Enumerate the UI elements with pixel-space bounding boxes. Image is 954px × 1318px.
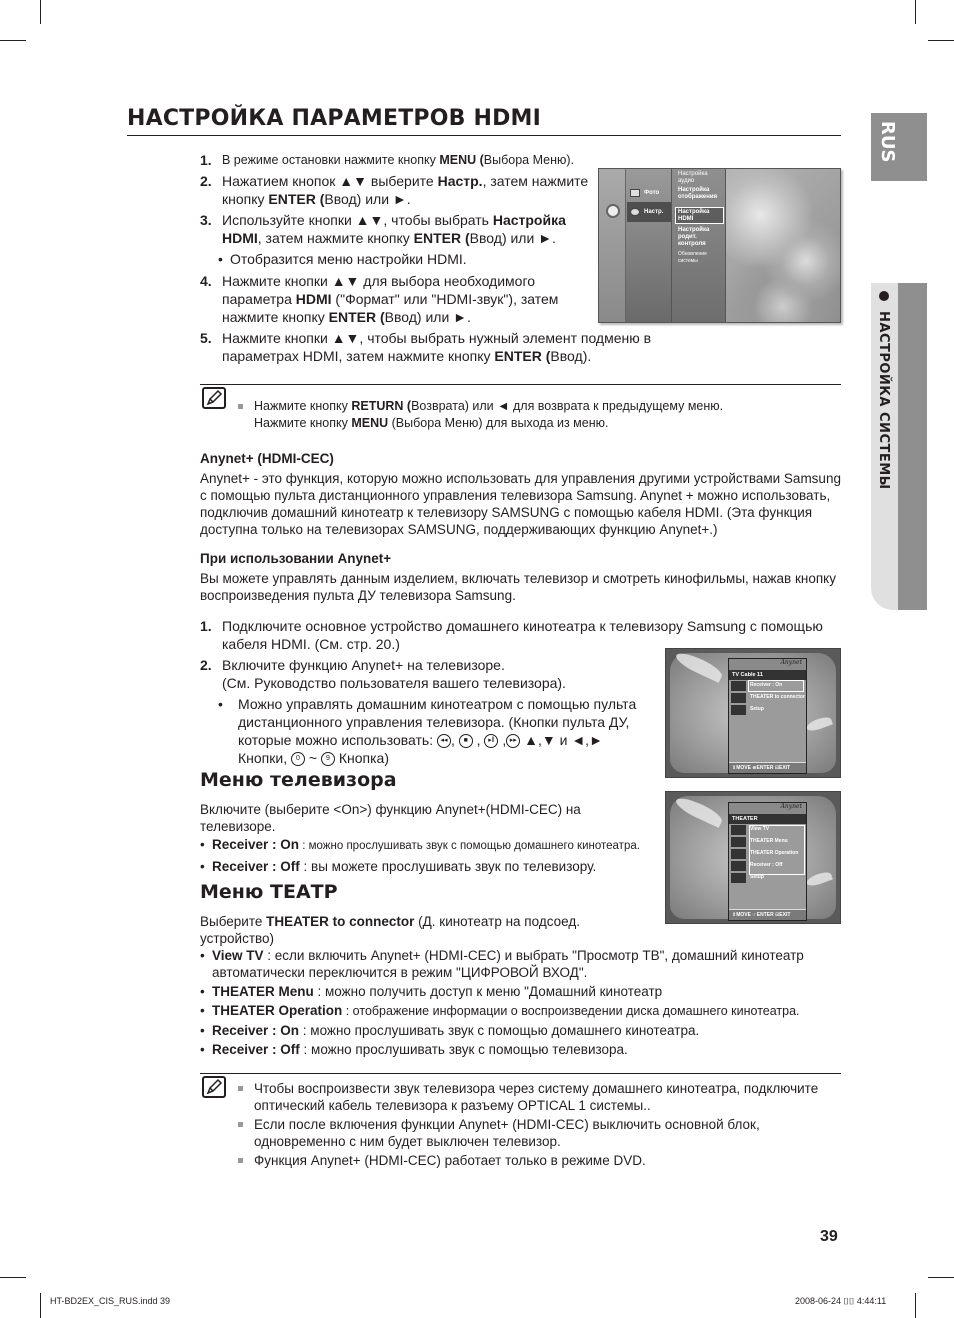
submenu-item: Настройка аудио [678, 171, 708, 184]
language-tab-label: RUS [877, 121, 898, 163]
tv-menu-list [200, 836, 660, 875]
selection-box [748, 680, 804, 692]
step-number: 2. [200, 657, 212, 673]
panel-footer: ⇕MOVE ⊛ENTER ⊡EXIT [729, 762, 806, 773]
panel-header: THEATER [729, 814, 806, 824]
list-item [200, 1041, 841, 1058]
tv-anynet-menu-screenshot [665, 648, 841, 778]
row-label: Setup [750, 706, 764, 712]
list-item [200, 1022, 841, 1039]
step-5 [200, 329, 660, 365]
note-item: Чтобы воспроизвести звук телевизора через систему домашнего кинотеатра, подключите оптический кабель телевизора к разъему OPTICAL 1 системы.. [236, 1080, 841, 1114]
step-text [222, 329, 660, 365]
key-label: ENTER ( [494, 348, 551, 364]
step-1 [200, 151, 595, 169]
crop-mark [40, 1293, 41, 1318]
gear-icon [731, 705, 746, 715]
list-item [200, 858, 660, 875]
row-label: Receiver : On [750, 682, 783, 688]
menu-row [729, 836, 806, 848]
anynet-panel [728, 658, 807, 774]
receiver-icon [731, 681, 746, 691]
text: Возврата) или ◄ для возврата к предыдущему меню. [411, 399, 724, 413]
key-label: ENTER ( [413, 230, 470, 246]
theater-icon [731, 837, 746, 847]
photo-icon [630, 189, 640, 197]
item-desc: : вы можете прослушивать звук по телевизору. [299, 859, 597, 874]
anynet-usage-text: Вы можете управлять данным изделием, включать телевизор и смотреть кинофильмы, нажав кнопку воспроизведения пульта ДУ телевизора Samsung. [200, 571, 836, 603]
menu-row [729, 860, 806, 872]
item-desc: : можно прослушивать звук с помощью телевизора. [299, 1042, 628, 1057]
tv-icon [731, 825, 746, 835]
text: Нажмите кнопку [254, 416, 352, 430]
disc-icon [606, 204, 620, 218]
menu-row [729, 872, 806, 884]
row-label: Setup [750, 874, 764, 880]
text: , затем нажмите кнопку [257, 230, 414, 246]
crop-mark [915, 1293, 916, 1318]
item-label: THEATER Menu [212, 984, 314, 999]
theater-menu-intro [200, 913, 620, 947]
anynet-usage-heading: При использовании Anynet+ [200, 551, 392, 566]
anynet-logo: Anynet [729, 803, 806, 814]
text: Выберите [200, 914, 267, 929]
text: Ввод) или ►. [384, 309, 471, 325]
step-3-sub: • Отобразится меню настройки HDMI. [200, 250, 595, 268]
item-label: Receiver : On [212, 1023, 300, 1038]
key-label: MENU [351, 416, 389, 430]
note-list [236, 1074, 841, 1169]
operation-icon [731, 849, 746, 859]
menu-column [599, 169, 626, 322]
step-text [222, 211, 595, 247]
text: (Выбора Меню) для выхода из меню. [388, 416, 609, 430]
setup-menu-screenshot [598, 168, 841, 323]
rewind-button-icon: ◂◂ [437, 734, 451, 748]
theater-icon [731, 693, 746, 703]
receiver-icon [731, 861, 746, 871]
row-label: Receiver : Off [750, 862, 783, 868]
item-label: View TV [212, 948, 264, 963]
gear-icon [731, 873, 746, 883]
panel-header: TV Cable 11 [729, 670, 806, 680]
theater-menu-list [200, 947, 841, 1058]
menu-item-setup: Настр. [644, 209, 664, 215]
text: Нажмите кнопки ▲▼ для выбора необходимого параметра [222, 273, 536, 307]
text: Можно управлять домашним кинотеатром с помощью пульта дистанционного управления телевизора. (Кнопки пульта ДУ, которые можно использовать: [238, 696, 637, 748]
step-2 [200, 172, 595, 208]
tv-theater-menu-screenshot [665, 791, 841, 924]
page-title: НАСТРОЙКА ПАРАМЕТРОВ HDMI [127, 106, 841, 136]
list-item [200, 983, 841, 1000]
stop-button-icon: ■ [459, 734, 473, 748]
play-pause-button-icon: ▸‖ [484, 734, 498, 748]
menu-row [729, 848, 806, 860]
note-block [200, 384, 841, 434]
gear-icon [630, 208, 640, 216]
note-block [200, 1073, 841, 1171]
section-tab [871, 283, 927, 610]
menu-row [729, 680, 806, 692]
text: ("Формат" или "HDMI-звук"), затем нажмите кнопку [222, 291, 559, 325]
fast-forward-button-icon: ▸▸ [506, 734, 520, 748]
key-label: ENTER ( [268, 191, 325, 207]
text: , затем нажмите кнопку [222, 173, 589, 207]
menu-item-photo: Фото [644, 190, 660, 196]
tv-menu-intro: Включите (выберите <On>) функцию Anynet+(HDMI-CEC) на телевизоре. [200, 802, 581, 834]
text: ~ [304, 750, 321, 766]
submenu-item: Настройка отображения [678, 187, 718, 200]
text: Кнопка) [334, 750, 389, 766]
crop-mark [928, 40, 954, 41]
panel-footer: ⇕MOVE ☞ENTER ⊡EXIT [729, 909, 806, 920]
step-text [222, 272, 595, 326]
row-label: THEATER to connector [750, 694, 805, 700]
key-9-icon: 9 [321, 752, 335, 766]
key-label: ENTER ( [328, 309, 385, 325]
anynet-heading: Anynet+ (HDMI-CEC) [200, 451, 334, 466]
step-number: 3. [200, 212, 212, 228]
text: Включите функцию Anynet+ на телевизоре. [222, 657, 505, 673]
note-list [236, 385, 841, 432]
submenu-item-selected: Настройка HDMI [678, 209, 710, 222]
step-number: 1. [200, 152, 212, 168]
item-desc: : можно получить доступ к меню "Домашний кинотеатр [313, 984, 663, 999]
anynet-step-2-sub: • Можно управлять домашним кинотеатром с помощью пульта дистанционного управления телевизора. (Кнопки пульта ДУ, которые можно использовать: ◂◂ , ■ , ▸‖ , ▸▸ ▲,▼ и ◄,► Кнопки, 0 ~ 9 Кнопка) [200, 695, 640, 767]
page-number: 39 [820, 1228, 838, 1245]
option-label: THEATER to connector [266, 914, 415, 929]
row-label: THEATER Menu [750, 838, 788, 844]
note-pencil-icon [202, 1076, 226, 1098]
item-label: Receiver : Off [212, 1042, 300, 1057]
section-tab-label: НАСТРОЙКА СИСТЕМЫ [876, 311, 891, 490]
anynet-panel [728, 802, 807, 921]
item-desc: : можно прослушивать звук с помощью домашнего кинотеатра. [299, 840, 640, 852]
text: ▲,▼ и ◄,► Кнопки, [238, 732, 603, 766]
step-text: Подключите основное устройство домашнего кинотеатра к телевизору Samsung с помощью кабеля HDMI. (См. стр. 20.) [222, 618, 823, 652]
step-3 [200, 211, 595, 247]
text: Используйте кнопки ▲▼, чтобы выбрать [222, 212, 493, 228]
section-tab-band [898, 283, 927, 610]
footer-file-name: HT-BD2EX_CIS_RUS.indd 39 [50, 1296, 171, 1306]
key-label: HDMI [295, 291, 332, 307]
crop-mark [0, 1277, 26, 1278]
key-label: Настр. [437, 173, 483, 189]
list-item [200, 1002, 841, 1020]
key-label: Настройка HDMI [222, 212, 566, 246]
item-desc: : если включить Anynet+ (HDMI-CEC) и выбрать "Просмотр ТВ", домашний кинотеатр автоматически переключится в режим "ЦИФРОВОЙ ВХОД". [212, 948, 804, 980]
submenu-item: Обновление системы [678, 251, 707, 264]
note-item [236, 398, 841, 432]
anynet-description: Anynet+ - это функция, которую можно использовать для управления другими устройствами Samsung с помощью пульта дистанционного управления телевизора Samsung. Anynet + можно использовать, подключив домашний кинотеатр к телевизору SAMSUNG с помощью кабеля HDMI. (Эта функция доступна только на телевизорах SAMSUNG, поддерживающих функцию Anynet+.) [200, 471, 841, 537]
step-number: 1. [200, 618, 212, 634]
tv-menu-heading: Меню телевизора [200, 769, 397, 791]
list-item [200, 836, 660, 855]
crop-mark [915, 0, 916, 24]
item-desc: : отображение информации о воспроизведении диска домашнего кинотеатра. [342, 1004, 800, 1018]
text: (Д. кинотеатр на подсоед. устройство) [200, 914, 580, 946]
anynet-step-2 [200, 656, 640, 692]
menu-row [729, 704, 806, 716]
text: Ввод) или ►. [324, 191, 411, 207]
menu-row [729, 692, 806, 704]
anynet-logo: Anynet [729, 659, 806, 670]
text: Ввод). [550, 348, 592, 364]
bokeh-background [726, 169, 840, 322]
item-label: Receiver : On [212, 837, 300, 852]
text: Выбора Меню). [483, 153, 575, 167]
text: Ввод) или ►. [469, 230, 556, 246]
text: Нажмите кнопки ▲▼, чтобы выбрать нужный элемент подменю в параметрах HDMI, затем нажмите кнопку [222, 330, 652, 364]
text: Нажатием кнопок ▲▼ выберите [222, 173, 438, 189]
item-label: Receiver : Off [212, 859, 300, 874]
note-pencil-icon [202, 387, 226, 409]
text: В режиме остановки нажмите кнопку [222, 153, 440, 167]
crop-mark [40, 0, 41, 24]
crop-mark [0, 40, 26, 41]
row-label: View TV [750, 826, 770, 832]
footer-timestamp: 2008-06-24 ⌷⌷ 4:44:11 [795, 1296, 887, 1306]
step-number: 2. [200, 173, 212, 189]
step-text [222, 172, 595, 208]
step-text [222, 151, 595, 169]
key-label: RETURN ( [351, 399, 412, 413]
bullet-dot-icon [879, 291, 889, 301]
note-item: Функция Anynet+ (HDMI-CEC) работает только в режиме DVD. [236, 1152, 841, 1169]
step-text [222, 656, 640, 692]
step-number: 4. [200, 273, 212, 289]
step-number: 5. [200, 330, 212, 346]
key-0-icon: 0 [291, 752, 305, 766]
theater-menu-heading: Меню ТЕАТР [200, 881, 338, 903]
item-label: THEATER Operation [212, 1003, 343, 1018]
key-label: MENU ( [439, 153, 484, 167]
note-item: Если после включения функции Anynet+ (HDMI-CEC) выключить основной блок, одновременно с ним будет выключен телевизор. [236, 1116, 841, 1150]
text: (См. Руководство пользователя вашего телевизора). [222, 675, 566, 691]
submenu-item: Настройка родит. контроля [678, 227, 710, 247]
row-label: THEATER Operation [750, 850, 799, 856]
menu-row [729, 824, 806, 836]
step-4 [200, 272, 595, 326]
language-tab [871, 113, 927, 181]
text: Нажмите кнопку [254, 399, 352, 413]
item-desc: : можно прослушивать звук с помощью домашнего кинотеатра. [299, 1023, 700, 1038]
crop-mark [928, 1277, 954, 1278]
list-item [200, 947, 841, 981]
